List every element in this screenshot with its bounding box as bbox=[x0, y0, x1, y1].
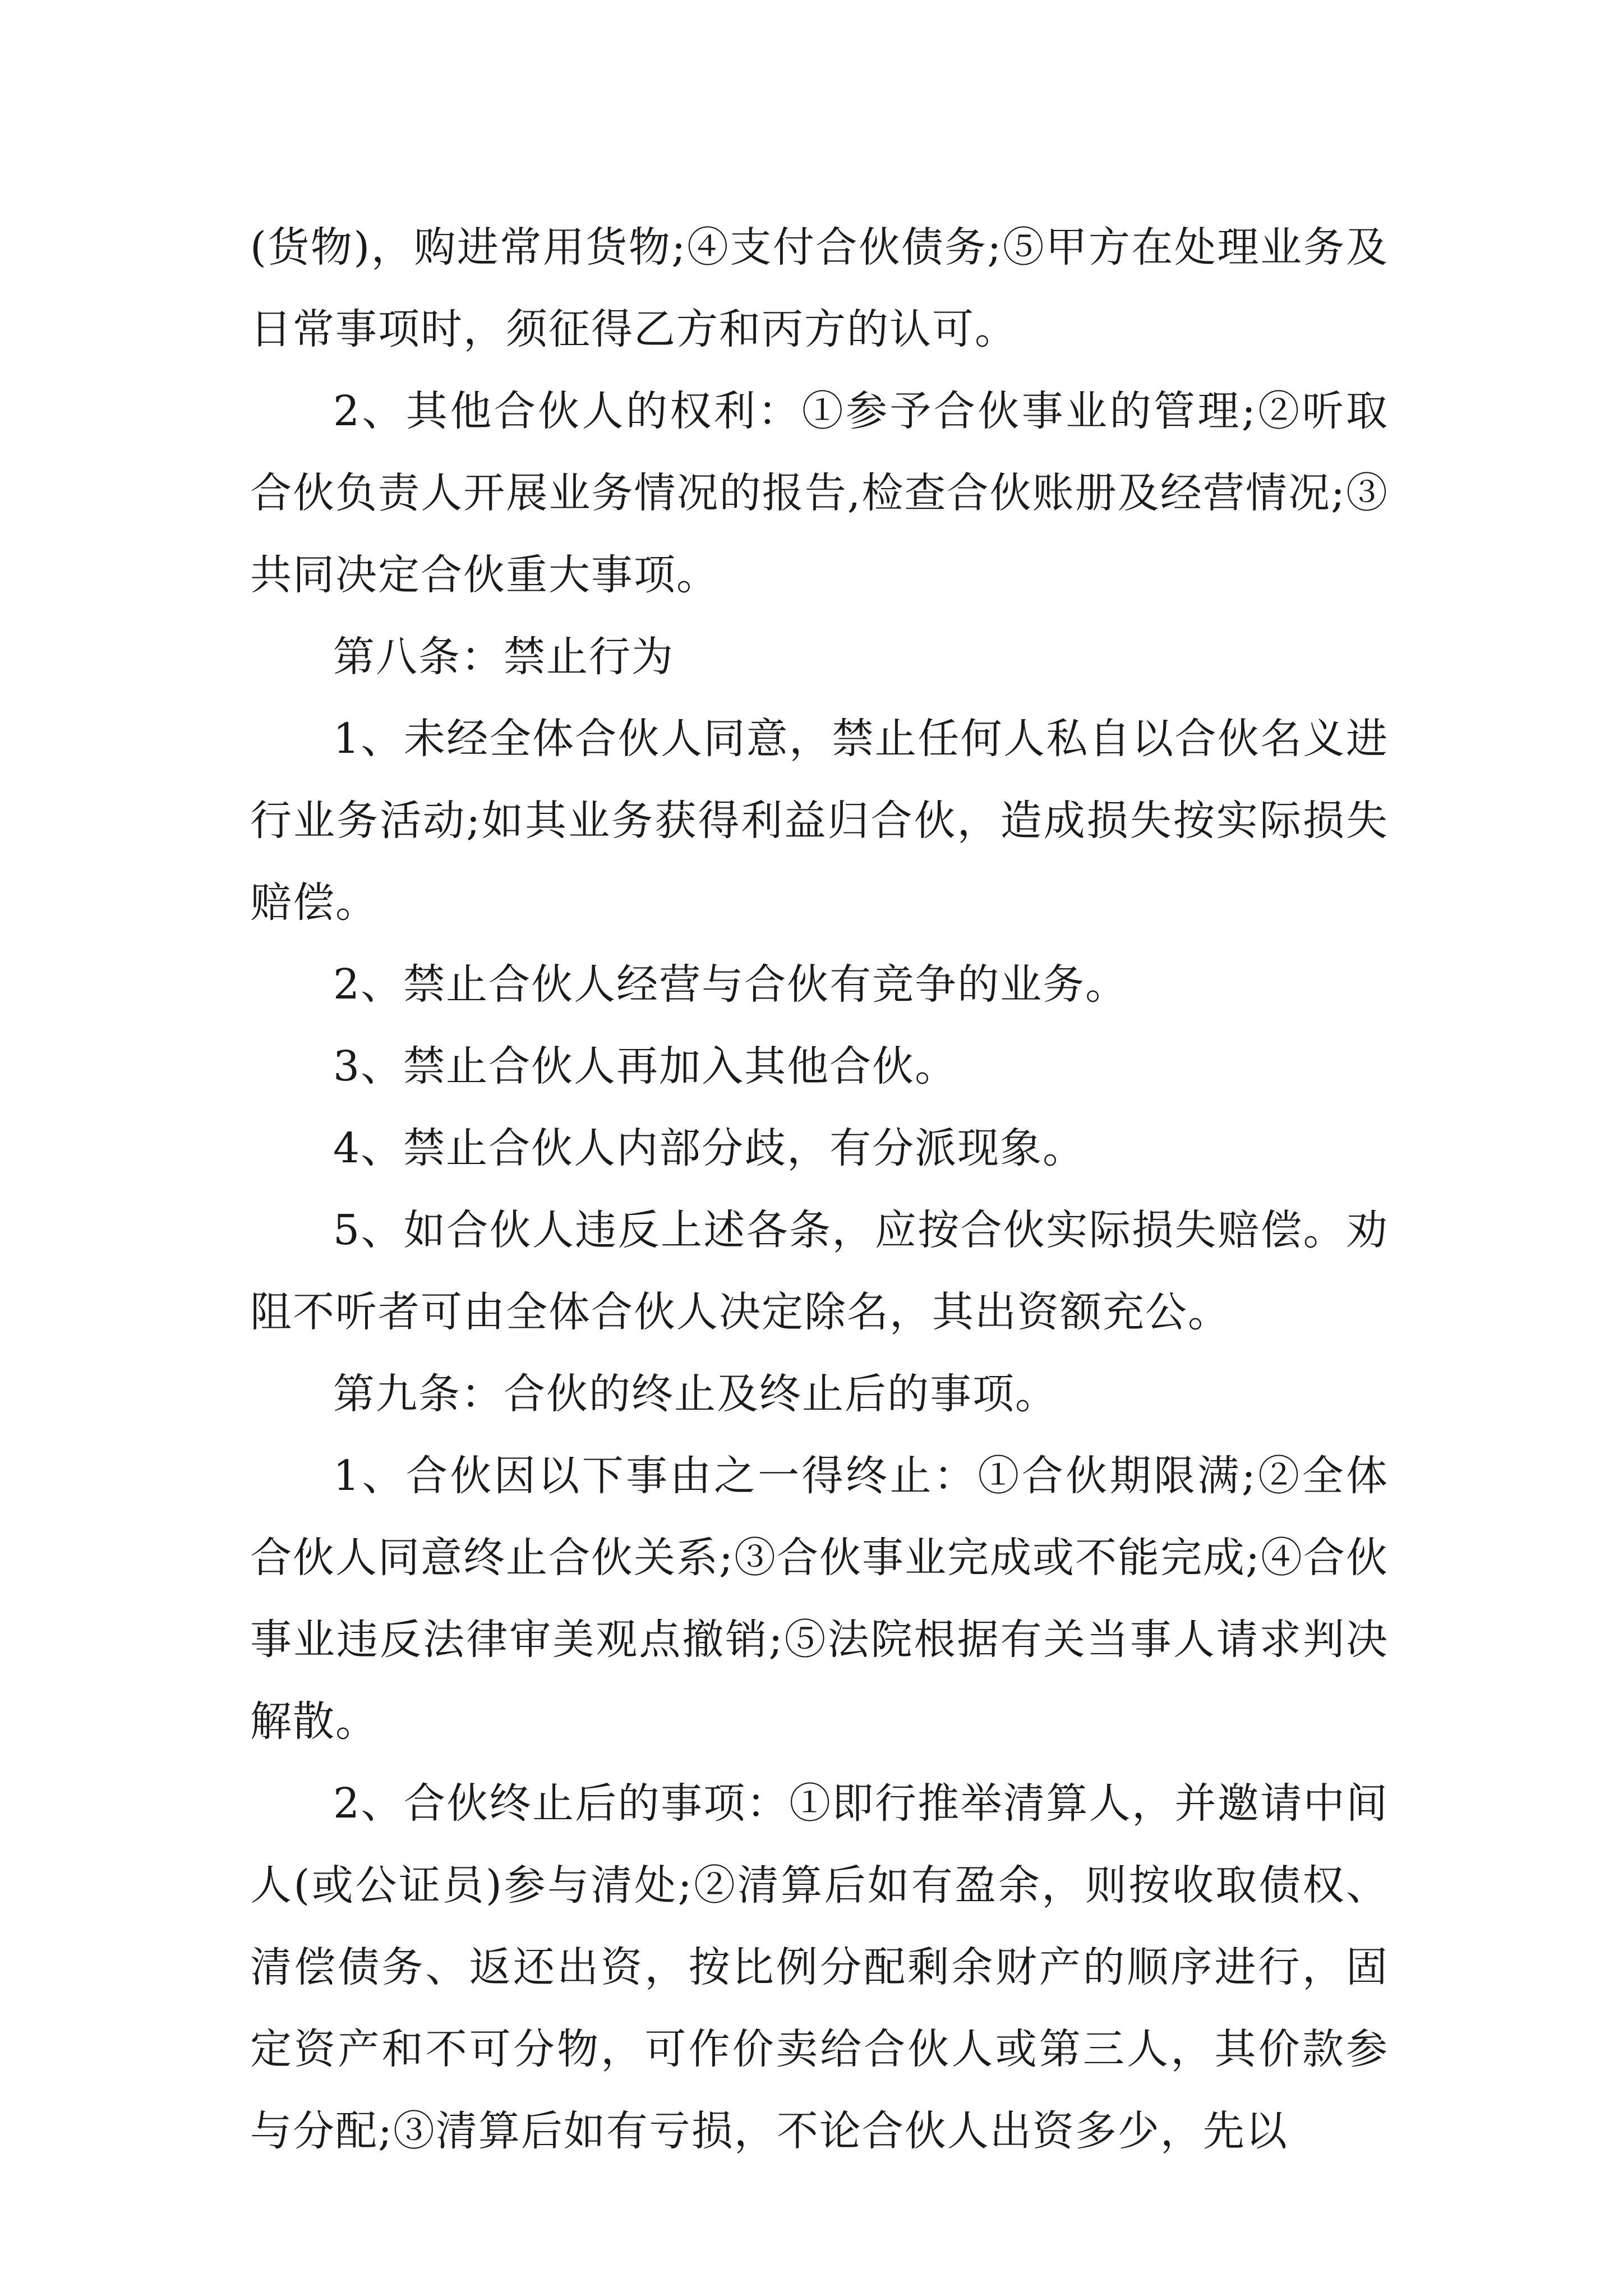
paragraph: 5、如合伙人违反上述各条，应按合伙实际损失赔偿。劝阻不听者可由全体合伙人决定除名，其出资额充公。 bbox=[250, 1206, 1389, 1336]
section-heading: 第八条：禁止行为 bbox=[333, 633, 674, 681]
paragraph: 3、禁止合伙人再加入其他合伙。 bbox=[333, 1042, 958, 1091]
paragraph: 1、合伙因以下事由之一得终止：①合伙期限满;②全体合伙人同意终止合伙关系;③合伙事业完成或不能完成;④合伙事业违反法律审美观点撤销;⑤法院根据有关当事人请求判决解散。 bbox=[250, 1452, 1389, 1746]
section-heading: 第九条：合伙的终止及终止后的事项。 bbox=[333, 1370, 1058, 1418]
paragraph: 4、禁止合伙人内部分歧，有分派现象。 bbox=[333, 1124, 1086, 1172]
paragraph: (货物)，购进常用货物;④支付合伙债务;⑤甲方在处理业务及日常事项时，须征得乙方和丙方的认可。 bbox=[250, 223, 1389, 353]
document-body bbox=[250, 206, 1389, 2172]
paragraph: 2、禁止合伙人经营与合伙有竞争的业务。 bbox=[333, 960, 1128, 1009]
paragraph: 1、未经全体合伙人同意，禁止任何人私自以合伙名义进行业务活动;如其业务获得利益归合伙，造成损失按实际损失赔偿。 bbox=[250, 715, 1389, 927]
paragraph: 2、合伙终止后的事项：①即行推举清算人，并邀请中间人(或公证员)参与清处;②清算后如有盈余，则按收取债权、清偿债务、返还出资，按比例分配剩余财产的顺序进行，固定资产和不可分物，可作价卖给合伙人或第三人，其价款参与分配;③清算后如有亏损，不论合伙人出资多少，先以 bbox=[250, 1779, 1389, 2155]
paragraph: 2、其他合伙人的权利：①参予合伙事业的管理;②听取合伙负责人开展业务情况的报告,检查合伙账册及经营情况;③共同决定合伙重大事项。 bbox=[250, 387, 1389, 599]
